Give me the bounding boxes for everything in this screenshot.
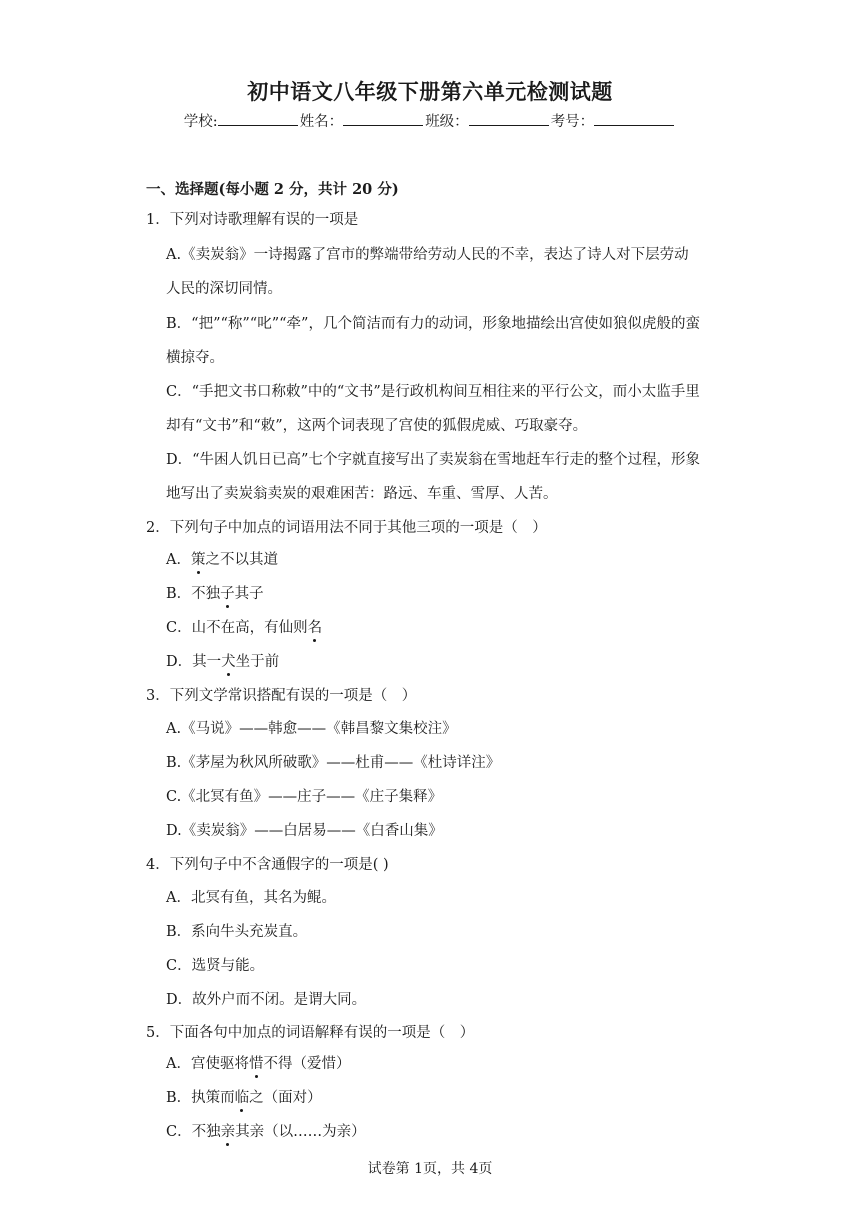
question-3-option-b: B.《茅屋为秋风所破歌》——杜甫——《杜诗详注》: [166, 755, 501, 771]
question-2-option-c: [166, 616, 322, 637]
exam-number-field: [551, 110, 677, 131]
dotted-word: 名: [308, 616, 323, 637]
dotted-word: 子: [220, 582, 235, 603]
question-5-option-b: [166, 1086, 322, 1107]
question-1-option-d: D．“牛困人饥日已高”七个字就直接写出了卖炭翁在雪地赶车行走的整个过程，形象: [166, 452, 700, 468]
option-prefix: C．山不在高，有仙则: [166, 620, 308, 636]
option-prefix: A．宫使驱将: [166, 1056, 249, 1072]
question-1-stem: 1．下列对诗歌理解有误的一项是: [146, 212, 359, 228]
question-1-option-c-cont: 却有“文书”和“敕”，这两个词表现了宫使的狐假虎威、巧取豪夺。: [166, 418, 588, 434]
class-label: 班级：: [425, 114, 469, 130]
question-1-option-d-cont: 地写出了卖炭翁卖炭的艰难困苦：路远、车重、雪厚、人苦。: [166, 486, 558, 502]
class-blank[interactable]: [469, 111, 549, 126]
option-rest: 其子: [234, 586, 264, 602]
dotted-word: 犬: [221, 650, 236, 671]
dotted-word: 亲: [221, 1120, 236, 1141]
dotted-word: 策: [191, 548, 206, 569]
question-4-option-a: A．北冥有鱼，其名为鲲。: [166, 890, 336, 906]
question-4-option-c: C．选贤与能。: [166, 958, 265, 974]
option-rest: 其亲（以……为亲）: [235, 1124, 366, 1140]
question-1-option-a: A.《卖炭翁》一诗揭露了宫市的弊端带给劳动人民的不幸，表达了诗人对下层劳动: [166, 247, 689, 263]
page-footer: 试卷第 1页，共 4页: [367, 1161, 493, 1177]
class-field: [425, 110, 551, 131]
question-3-option-c: C.《北冥有鱼》——庄子——《庄子集释》: [166, 789, 443, 805]
option-prefix: A．: [166, 552, 191, 568]
option-rest: 坐于前: [235, 654, 280, 670]
option-rest: 之（面对）: [249, 1090, 322, 1106]
option-prefix: C．不独: [166, 1124, 221, 1140]
question-3-option-a: A.《马说》——韩愈——《韩昌黎文集校注》: [166, 721, 457, 737]
exam-title: 初中语文八年级下册第六单元检测试题: [247, 79, 613, 104]
exam-number-blank[interactable]: [594, 111, 674, 126]
name-field: [300, 110, 426, 131]
question-5-option-c: [166, 1120, 366, 1141]
school-field: [184, 110, 300, 131]
question-1-option-b-cont: 横掠夺。: [166, 350, 224, 366]
question-2-stem: 2．下列句子中加点的词语用法不同于其他三项的一项是（ ）: [146, 520, 547, 536]
question-5-option-a: [166, 1052, 350, 1073]
question-2-option-b: [166, 582, 264, 603]
question-3-stem: 3．下列文学常识搭配有误的一项是（ ）: [146, 688, 417, 704]
option-prefix: D．其一: [166, 654, 222, 670]
school-blank[interactable]: [218, 111, 298, 126]
question-2-option-d: [166, 650, 279, 671]
question-2-option-a: [166, 548, 278, 569]
school-label: 学校:: [183, 114, 218, 130]
student-info-line: [0, 110, 860, 131]
question-4-stem: 4．下列句子中不含通假字的一项是( ): [146, 857, 389, 873]
question-3-option-d: D.《卖炭翁》——白居易——《白香山集》: [166, 823, 443, 839]
dotted-word: 临: [235, 1086, 250, 1107]
question-5-stem: 5．下面各句中加点的词语解释有误的一项是（ ）: [146, 1025, 475, 1041]
question-1-option-c: C．“手把文书口称敕”中的“文书”是行政机构间互相往来的平行公文，而小太监手里: [166, 384, 700, 400]
section-heading: 一、选择题(每小题 2 分，共计 20 分): [146, 181, 399, 198]
question-4-option-b: B．系向牛头充炭直。: [166, 924, 308, 940]
option-rest: 之不以其道: [205, 552, 278, 568]
question-1-option-b: B．“把”“称”“叱”“牵”，几个简洁而有力的动词，形象地描绘出宫使如狼似虎般的蛮: [166, 316, 700, 332]
name-label: 姓名：: [299, 114, 344, 130]
option-rest: 不得（爱惜）: [263, 1056, 351, 1072]
exam-number-label: 考号：: [550, 114, 595, 130]
name-blank[interactable]: [343, 111, 423, 126]
option-prefix: B．执策而: [166, 1090, 235, 1106]
question-1-option-a-cont: 人民的深切同情。: [166, 281, 282, 297]
option-prefix: B．不独: [166, 586, 221, 602]
dotted-word: 惜: [249, 1052, 264, 1073]
question-4-option-d: D．故外户而不闭。是谓大同。: [166, 992, 367, 1008]
